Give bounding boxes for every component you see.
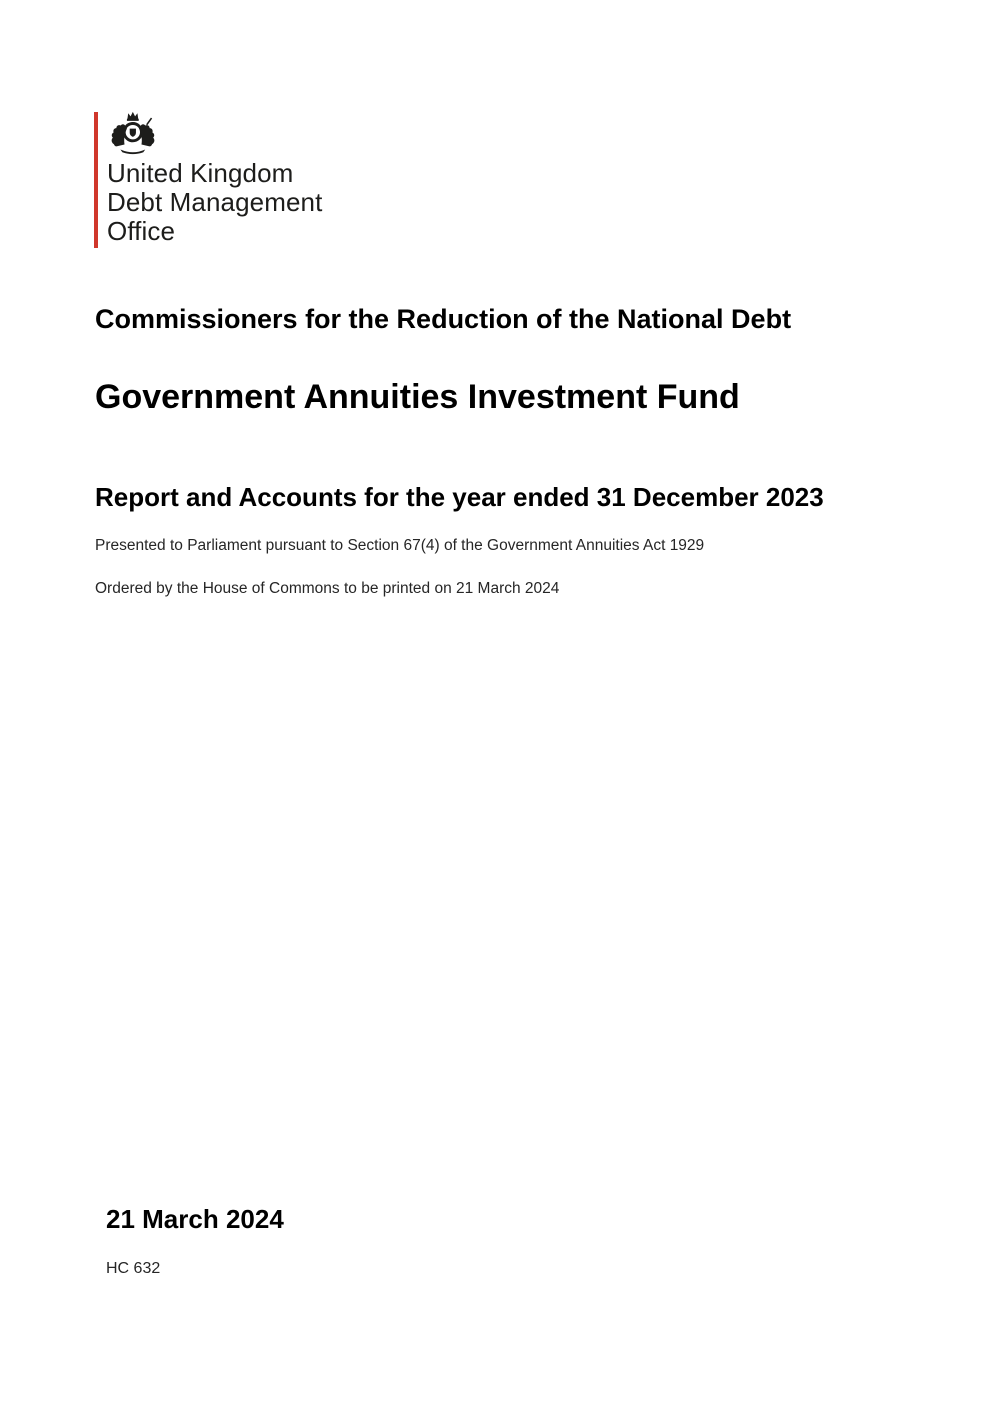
uk-dmo-logo [94,110,322,246]
hc-number: HC 632 [106,1260,161,1277]
royal-coat-of-arms-icon [107,110,159,156]
logo-red-bar [94,112,98,248]
document-title: Government Annuities Investment Fund [95,378,740,416]
presented-to-parliament-line: Presented to Parliament pursuant to Section 67(4) of the Government Annuities Act 1929 [95,537,705,554]
publication-date: 21 March 2024 [106,1204,284,1234]
organisation-heading: Commissioners for the Reduction of the National Debt [95,304,792,334]
logo-org-line-1: United Kingdom [107,158,294,188]
logo-content [107,110,322,246]
logo-org-line-2: Debt Management [107,187,323,217]
ordered-by-commons-line: Ordered by the House of Commons to be printed on 21 March 2024 [95,580,560,597]
logo-org-line-3: Office [107,216,176,246]
logo-org-name [107,159,322,246]
document-subtitle: Report and Accounts for the year ended 31 December 2023 [95,482,824,512]
